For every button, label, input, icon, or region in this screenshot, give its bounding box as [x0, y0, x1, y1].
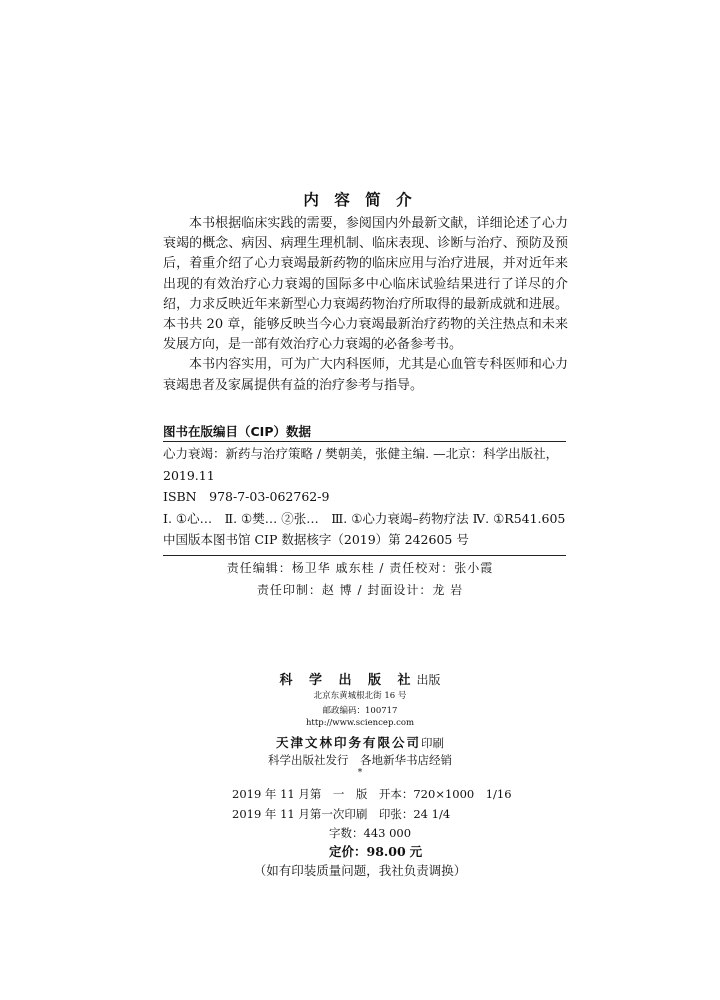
distribution-line: 科学出版社发行 各地新华书店经销	[268, 753, 452, 767]
cip-top-rule	[163, 441, 566, 442]
price-unit: 元	[409, 844, 423, 859]
printer-line	[0, 733, 720, 751]
summary-body	[163, 214, 568, 396]
printing-designer-line: 责任印制：赵 博 / 封面设计：龙 岩	[256, 583, 464, 597]
separator-star: *	[357, 768, 363, 778]
publisher-address: 北京东黄城根北街 16 号	[313, 691, 407, 701]
summary-paragraph: 本书内容实用，可为广大内科医师，尤其是心血管专科医师和心力衰竭患者及家属提供有益的治疗参考与指导。	[163, 357, 568, 393]
edition-line: 2019 年 11 月第 一 版 开本：720×1000 1/16	[232, 787, 512, 801]
cip-title-line: 心力衰竭：新药与治疗策略 / 樊朝美，张健主编. —北京：科学出版社，	[163, 446, 559, 461]
price-label: 定价：	[329, 844, 367, 859]
summary-paragraph: 本书根据临床实践的需要，参阅国内外最新文献，详细论述了心力衰竭的概念、病因、病理生理机制、临床表现、诊断与治疗、预防及预后，着重介绍了心力衰竭最新药物的临床应用与治疗进展，并对近年来出现的有效治疗心力衰竭的国际多中心临床试验结果进行了详尽的介绍，力求反映近年来新型心力衰竭药物治疗所取得的最新成就和进展。本书共 20 章，能够反映当今心力衰竭最新治疗药物的关注热点和未来发展方向，是一部有效治疗心力衰竭的必备参考书。	[163, 216, 568, 353]
cip-record	[163, 443, 573, 551]
price-value: 98.00	[366, 844, 406, 859]
editors-line: 责任编辑：杨卫华 戚东桂 / 责任校对：张小霞	[226, 561, 494, 575]
quality-notice: （如有印装质量问题，我社负责调换）	[253, 863, 467, 878]
cip-classification-line: Ⅰ. ①心… Ⅱ. ①樊… ②张… Ⅲ. ①心力衰竭–药物疗法 Ⅳ. ①R541.605	[163, 510, 566, 526]
word-count: 字数：443 000	[329, 826, 412, 840]
publisher-line	[0, 669, 720, 688]
price-line	[329, 842, 422, 860]
cip-heading: 图书在版编目（CIP）数据	[163, 424, 311, 439]
cip-bottom-rule	[163, 555, 566, 556]
printer-name: 天津文林印务有限公司	[275, 735, 421, 750]
printing-line: 2019 年 11 月第一次印刷 印张：24 1/4	[232, 807, 451, 821]
printer-suffix: 印刷	[421, 736, 444, 750]
summary-heading: 内 容 简 介	[303, 191, 417, 209]
publisher-name: 科 学 出 版 社	[279, 673, 417, 688]
publisher-website: http://www.sciencep.com	[305, 718, 415, 728]
publisher-suffix: 出版	[416, 673, 441, 687]
publisher-postcode: 邮政编码：100717	[322, 706, 398, 716]
cip-isbn-line: ISBN 978-7-03-062762-9	[163, 489, 330, 505]
cip-date-line: 2019.11	[163, 467, 215, 483]
cip-catalog-line: 中国版本图书馆 CIP 数据核字（2019）第 242605 号	[163, 532, 469, 548]
